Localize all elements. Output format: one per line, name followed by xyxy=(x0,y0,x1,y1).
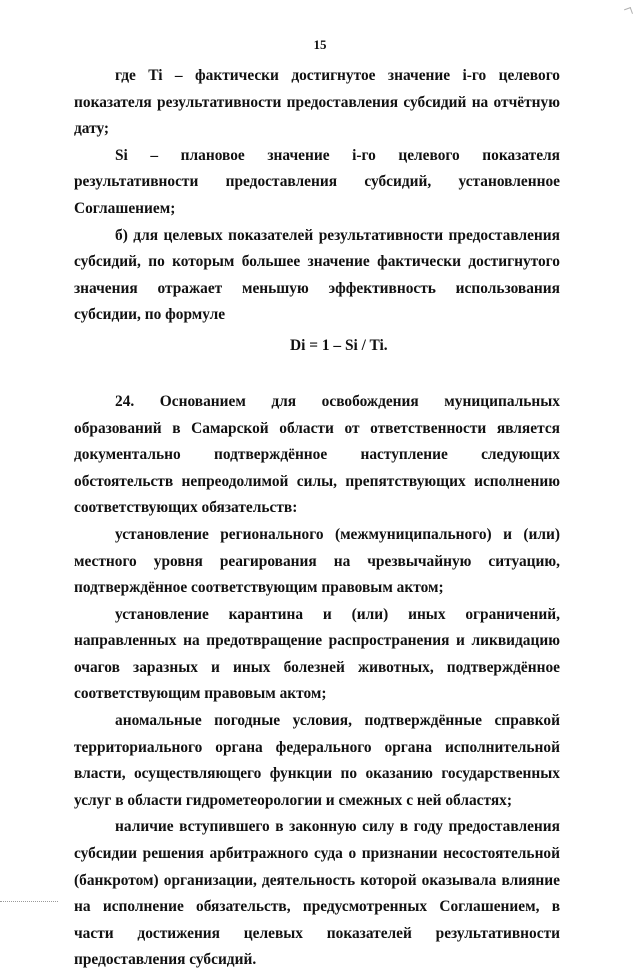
paragraph-24-basis: 24. Основанием для освобождения муниципальных образований в Самарской области от ответственности является документально подтверждённое наступление следующих обстоятельств непреодолимой силы, препятствующих исполнению соответствующих обязательств: xyxy=(74,392,560,517)
paragraph-weather-conditions: аномальные погодные условия, подтверждённые справкой территориального органа федерального органа исполнительной власти, осуществляющего функции по оказанию государственных услуг в области гидрометеорологии и смежных с ней областях; xyxy=(74,712,560,809)
paragraph-gap xyxy=(74,363,560,389)
paragraph-ti-definition: где Ti – фактически достигнутое значение i-го целевого показателя результативности предоставления субсидий на отчётную дату; xyxy=(74,67,560,138)
paragraph-quarantine: установление карантина и (или) иных ограничений, направленных на предотвращение распространения и ликвидацию очагов заразных и иных болезней животных, подтверждённое соответствующим правовым актом; xyxy=(74,605,560,703)
paragraph-si-definition: Si – плановое значение i-го целевого показателя результативности предоставления субсидий, установленное Соглашением; xyxy=(74,146,560,217)
paragraph-bankruptcy-decision: наличие вступившего в законную силу в году предоставления субсидии решения арбитражного суда о признании несостоятельной (банкротом) организации, деятельность которой оказывала влияние на исполнение обязательств, предусмотренных Соглашением, в части достижения целевых показателей результативности предоставления субсидий. xyxy=(74,818,560,969)
scan-edge-mark xyxy=(0,901,58,905)
page-number: 15 xyxy=(313,37,327,52)
paragraph-emergency-response: установление регионального (межмуниципального) и (или) местного уровня реагирования на чрезвычайную ситуацию, подтверждённое соответствующим правовым актом; xyxy=(74,525,560,597)
scan-mark xyxy=(624,7,633,16)
paragraph-formula-condition: б) для целевых показателей результативности предоставления субсидий, по которым большее значение фактически достигнутого значения отражает меньшую эффективность использования субсидии, по формуле xyxy=(74,226,560,324)
document-body xyxy=(74,63,560,974)
formula-di: Di = 1 – Si / Ti. xyxy=(290,336,388,354)
